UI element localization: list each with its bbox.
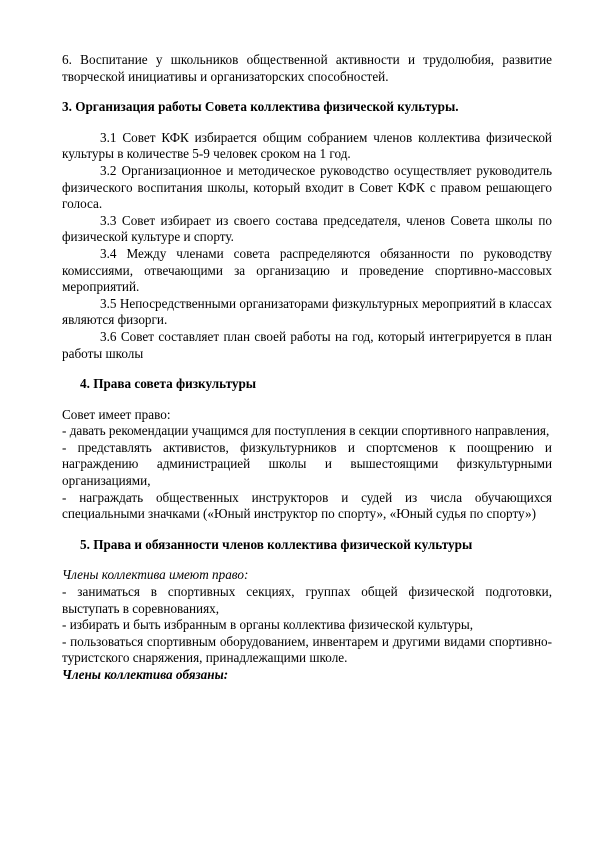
section-4-item-2: - представлять активистов, физкультурников и спортсменов к поощрению и награждению администрацией школы и вышестоящими физкультурными организациями, xyxy=(62,439,552,489)
paragraph-3-1: 3.1 Совет КФК избирается общим собранием членов коллектива физической культуры в количестве 5-9 человек сроком на 1 год. xyxy=(62,129,552,162)
rights-item-1: - заниматься в спортивных секциях, группах общей физической подготовки, выступать в соревнованиях, xyxy=(62,584,552,616)
paragraph-3-4: 3.4 Между членами совета распределяются обязанности по руководству комиссиями, отвечающими за организацию и проведение спортивно-массовых мероприятий. xyxy=(62,245,552,295)
section-3-heading: 3. Организация работы Совета коллектива физической культуры. xyxy=(62,99,459,115)
rights-item-2: - избирать и быть избранным в органы коллектива физической культуры, xyxy=(62,617,474,633)
paragraph-3-2: 3.2 Организационное и методическое руководство осуществляет руководитель физического воспитания школы, который входит в Совет КФК с правом решающего голоса. xyxy=(62,162,552,212)
rights-label: Члены коллектива имеют право: xyxy=(62,567,249,583)
paragraph-3-3: 3.3 Совет избирает из своего состава председателя, членов Совета школы по физической культуре и спорту. xyxy=(62,212,552,245)
duties-label: Члены коллектива обязаны: xyxy=(62,667,229,682)
section-5-heading: 5. Права и обязанности членов коллектива физической культуры xyxy=(80,536,473,552)
section-4-item-3: - награждать общественных инструкторов и судей из числа обучающихся специальными значками («Юный инструктор по спорту», «Юный судья по спорту») xyxy=(62,489,552,522)
paragraph-3-6: 3.6 Совет составляет план своей работы на год, который интегрируется в план работы школы xyxy=(62,328,552,361)
section-4-item-1: - давать рекомендации учащимся для поступления в секции спортивного направления, xyxy=(62,423,550,439)
document-page xyxy=(62,52,552,684)
item-6-text: 6. Воспитание у школьников общественной активности и трудолюбия, развитие творческой инициативы и организаторских способностей. xyxy=(62,52,552,84)
section-4-intro: Совет имеет право: xyxy=(62,406,171,422)
section-4-heading: 4. Права совета физкультуры xyxy=(80,376,257,392)
paragraph-3-5: 3.5 Непосредственными организаторами физкультурных мероприятий в классах являются физорги. xyxy=(62,295,552,328)
rights-item-3: - пользоваться спортивным оборудованием, инвентарем и другими видами спортивно-туристского снаряжения, принадлежащими школе. xyxy=(62,633,552,666)
